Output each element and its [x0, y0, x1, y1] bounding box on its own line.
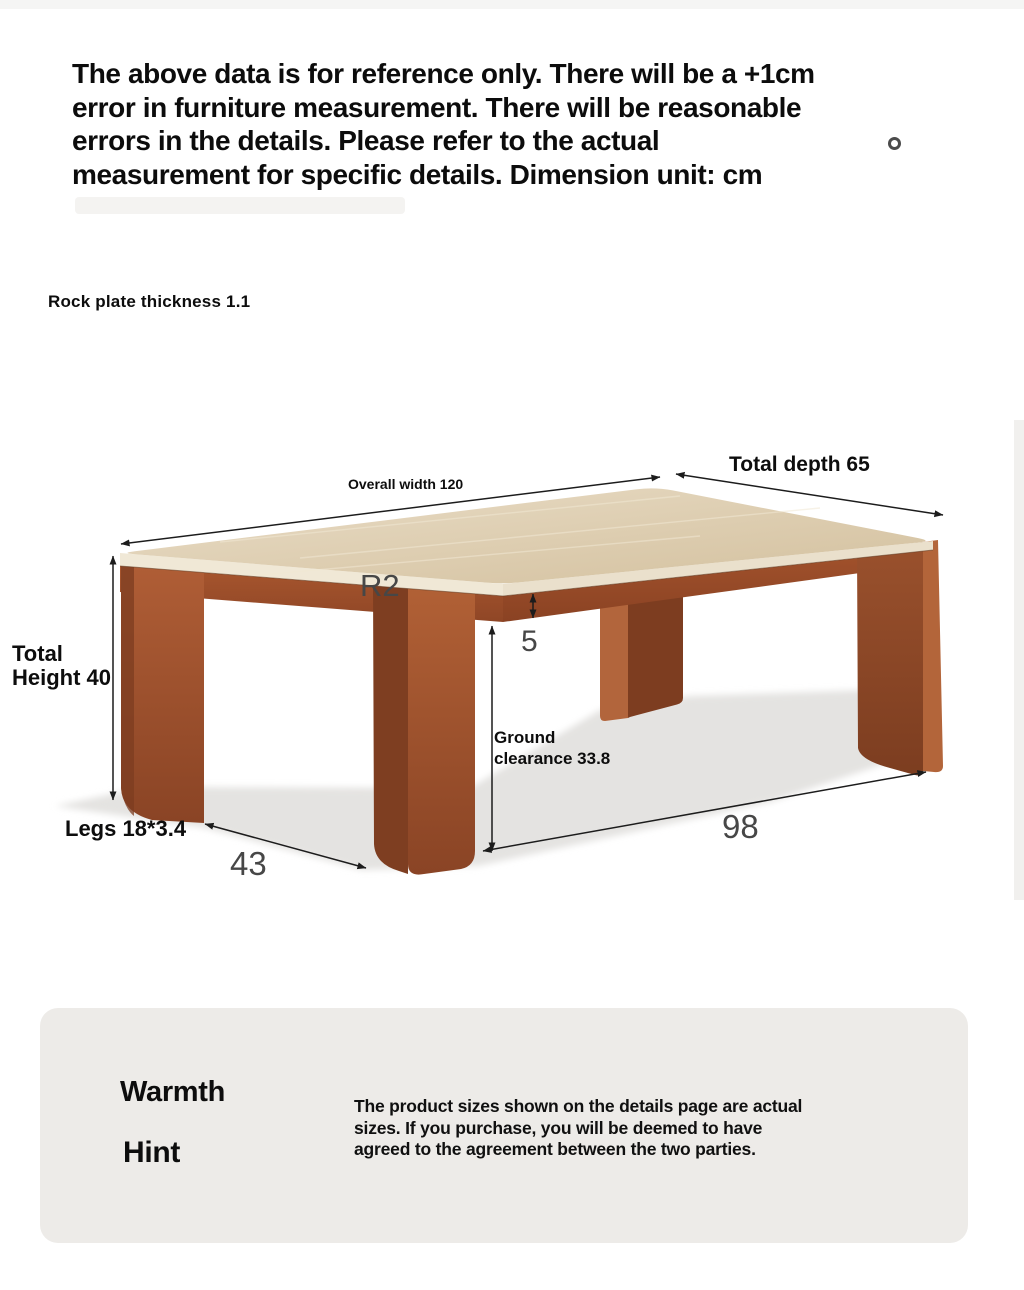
disclaimer-text — [72, 57, 912, 191]
disclaimer-line-4: measurement for specific details. Dimension unit: cm — [72, 158, 763, 190]
total-height-label: Total Height 40 — [12, 641, 112, 690]
circle-marker-icon — [888, 137, 901, 150]
hint-card-title-hint: Hint — [123, 1136, 181, 1169]
hint-body-line-2: sizes. If you purchase, you will be deemed to have — [354, 1117, 763, 1138]
table-left-leg — [121, 561, 204, 823]
hint-body-line-3: agreed to the agreement between the two parties. — [354, 1139, 756, 1159]
total-depth-label: Total depth 65 — [729, 453, 870, 476]
scan-artifact-top — [0, 0, 1024, 9]
warmth-hint-card — [40, 1008, 968, 1243]
span-right-label: 98 — [722, 808, 759, 845]
disclaimer-line-3: errors in the details. Please refer to the actual — [72, 125, 660, 156]
table-front-leg — [373, 580, 475, 875]
apron-height-label: 5 — [521, 625, 538, 658]
table-right-leg — [857, 540, 943, 776]
hint-card-body — [354, 1096, 894, 1161]
span-left-label: 43 — [230, 845, 267, 882]
overall-width-label: Overall width 120 — [348, 476, 464, 492]
disclaimer-line-2: error in furniture measurement. There will be reasonable — [72, 91, 802, 123]
hint-body-line-1: The product sizes shown on the details page are actual — [354, 1096, 803, 1116]
hint-card-title-warmth: Warmth — [120, 1076, 226, 1108]
corner-radius-label: R2 — [360, 568, 400, 603]
ground-clearance-label: Ground clearance 33.8 — [494, 728, 611, 768]
legs-size-label: Legs 18*3.4 — [65, 816, 187, 841]
scan-artifact-ghost-text — [75, 197, 405, 214]
rock-plate-thickness-label: Rock plate thickness 1.1 — [48, 292, 251, 311]
disclaimer-line-1: The above data is for reference only. There will be a +1cm — [72, 58, 815, 89]
table-back-leg — [600, 595, 683, 721]
